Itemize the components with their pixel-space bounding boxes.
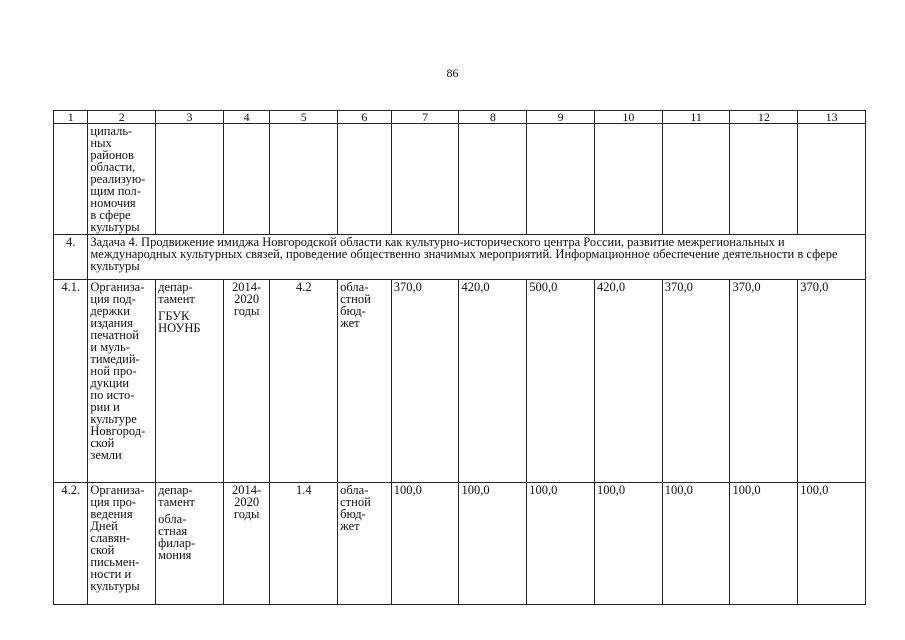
column-header: 1 [54, 111, 88, 124]
activity-cell [88, 280, 156, 483]
column-header: 4 [223, 111, 270, 124]
activity-text: ципаль- ных районов области, реализую- щим пол- номочия в сфере культуры [90, 124, 146, 234]
table-cell [798, 124, 866, 235]
value-cell: 100,0 [798, 483, 866, 605]
column-number-row [54, 111, 866, 124]
program-activities-table [53, 110, 866, 605]
table-cell [156, 124, 224, 235]
executor-secondary: обла- стная филар- мония [158, 512, 196, 562]
table-cell [54, 124, 88, 235]
column-header: 13 [798, 111, 866, 124]
table-cell [391, 124, 459, 235]
task-row [54, 235, 866, 280]
value-cell: 100,0 [730, 483, 798, 605]
value-cell: 370,0 [391, 280, 459, 483]
indicator-cell: 4.2 [270, 280, 338, 483]
column-header: 7 [391, 111, 459, 124]
column-header: 11 [662, 111, 730, 124]
value-cell: 100,0 [594, 483, 662, 605]
period-text: 2014- 2020 годы [232, 483, 262, 521]
executor-primary: депар- тамент [158, 280, 195, 306]
task-number: 4. [54, 235, 88, 280]
value-cell: 420,0 [594, 280, 662, 483]
activity-continuation-cell [88, 124, 156, 235]
activity-text: Организа- ция под- держки издания печатной и муль- тимедий- ной про- дукции по исто- рии и культуре Новгород- ской земли [90, 280, 146, 462]
executor-cell [156, 483, 224, 605]
value-cell: 370,0 [730, 280, 798, 483]
row-number: 4.1. [54, 280, 88, 483]
value-cell: 100,0 [662, 483, 730, 605]
executor-primary: депар- тамент [158, 483, 195, 509]
column-header: 6 [338, 111, 392, 124]
table-cell [662, 124, 730, 235]
table-cell [223, 124, 270, 235]
value-cell: 370,0 [798, 280, 866, 483]
column-header: 9 [527, 111, 595, 124]
executor-cell [156, 280, 224, 483]
column-header: 8 [459, 111, 527, 124]
table-cell [730, 124, 798, 235]
value-cell: 500,0 [527, 280, 595, 483]
table-cell [270, 124, 338, 235]
source-text: обла- стной бюд- жет [340, 280, 371, 330]
column-header: 10 [594, 111, 662, 124]
column-header: 2 [88, 111, 156, 124]
value-cell: 100,0 [459, 483, 527, 605]
task-description: Задача 4. Продвижение имиджа Новгородской области как культурно-исторического центра России, развитие межрегиональных и международных культурных связей, проведение общественно значимых мероприятий. Информационное обеспечение деятельности в сфере культуры [88, 235, 866, 280]
page-number: 86 [446, 66, 459, 80]
continuation-row [54, 124, 866, 235]
table-cell [338, 124, 392, 235]
executor-secondary: ГБУК НОУНБ [158, 309, 201, 335]
table-cell [459, 124, 527, 235]
table-cell [527, 124, 595, 235]
table-row [54, 280, 866, 483]
value-cell: 370,0 [662, 280, 730, 483]
period-text: 2014- 2020 годы [232, 280, 262, 318]
column-header: 12 [730, 111, 798, 124]
value-cell: 420,0 [459, 280, 527, 483]
period-cell [223, 483, 270, 605]
column-header: 5 [270, 111, 338, 124]
period-cell [223, 280, 270, 483]
value-cell: 100,0 [527, 483, 595, 605]
source-cell [338, 483, 392, 605]
activity-text: Организа- ция про- ведения Дней славян- ской письмен- ности и культуры [90, 483, 145, 593]
table-row [54, 483, 866, 605]
table-cell [594, 124, 662, 235]
value-cell: 100,0 [391, 483, 459, 605]
activity-cell [88, 483, 156, 605]
row-number: 4.2. [54, 483, 88, 605]
source-text: обла- стной бюд- жет [340, 483, 371, 533]
column-header: 3 [156, 111, 224, 124]
indicator-cell: 1.4 [270, 483, 338, 605]
source-cell [338, 280, 392, 483]
